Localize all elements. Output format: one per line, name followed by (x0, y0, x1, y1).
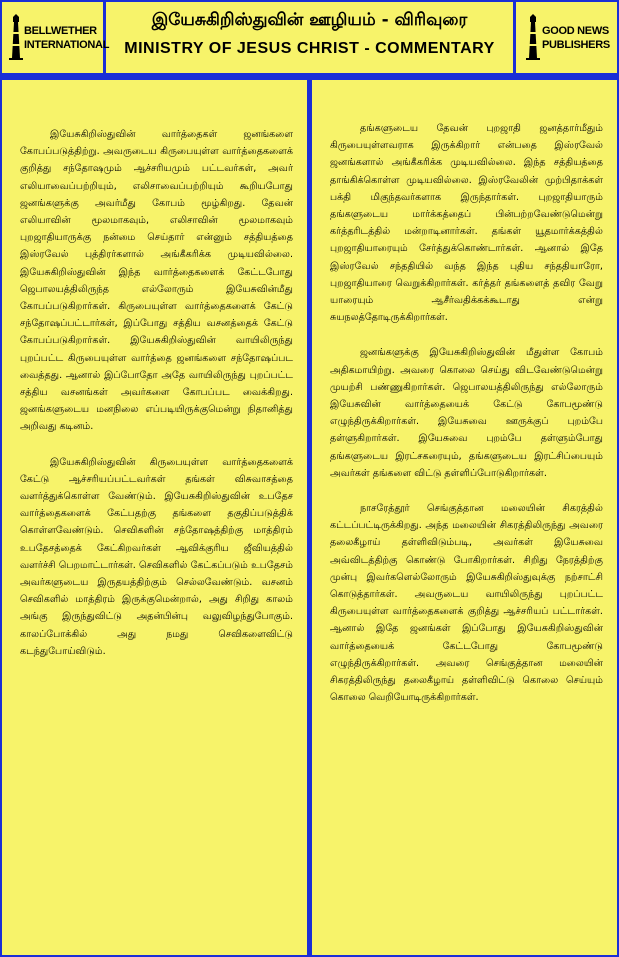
lighthouse-icon (9, 14, 23, 60)
paragraph: ஜனங்களுக்கு இயேசுகிறிஸ்துவின் மீதுள்ள கோபம் அதிகமாயிற்று. அவரை கொலை செய்து விடவேண்டுமென்று முயற்சி பண்ணுகிறார்கள். ஜெபாலயத்திலிருந்து எல்லோரும் இயேசுவின் வார்த்தையைக் கேட்டு கோபமூண்டு எழுந்திருக்கிறார்கள். இயேசுவை ஊருக்குப் புறம்பே தள்ளுகிறார்கள். இயேசுவை புறம்பே தள்ளும்போது தங்களுடைய இரட்சகரையும், தங்களுடைய இரட்சிப்பையும் அவர்கள் தங்களை விட்டு தள்ளிப்போடுகிறார்கள். (330, 347, 603, 479)
paragraph: தங்களுடைய தேவன் புறஜாதி ஜனத்தார்மீதும் கிருபையுள்ளவராக இருக்கிறார் என்பதை இஸ்ரவேல் ஜனங்களால் அங்கீகரிக்க முடியவில்லை. இந்த சத்தியத்தை தாங்கிக்கொள்ள முடியவில்லை. இஸ்ரவேலின் முற்பிதாக்கள் பக்தி மிகுந்தவர்களாக இருந்தார்கள். புறஜாதியாரும் தங்களுடைய மார்க்கத்தைப் பின்பற்றவேண்டுமென்று கர்த்தரிடத்தில் மன்றாடினார்கள். தங்கள் யூதமார்க்கத்தில் புறஜாதியாரையும் சேர்த்துக்கொண்டார்கள். ஆனால் இதே இஸ்ரவேல் சந்ததியில் வந்த இந்த புதிய சந்ததியாரோ, புறஜாதியாரை வெறுக்கிறார்கள். கர்த்தர் தங்களைத் தவிர வேறு யாரையும் ஆசீர்வதிக்கக்கூடாது என்று சுயநலத்தோடிருக்கிறார்கள். (330, 123, 603, 324)
paragraph: இயேசுகிறிஸ்துவின் வார்த்தைகள் ஜனங்களை கோபப்படுத்திற்று. அவருடைய கிருபையுள்ள வார்த்தைகளைக் குறித்து சந்தோஷமும் ஆச்சரியமும் பட்டவர்கள், அவர் எலியாவைப்பற்றியும், எலிசாவைப்பற்றியும் கூறியபோது ஜனங்களுக்கு அவர்மீது கோபம் மூழ்கிறது. தேவன் எலியாவின் மூலமாகவும், எலிசாவின் மூலமாகவும் புறஜாதியாருக்கு நன்மை செய்தார் என்னும் சத்தியத்தை இஸ்ரவேல் புத்திரர்களால் அங்கீகரிக்க முடியவில்லை. இயேசுகிறிஸ்துவின் இந்த வார்த்தைகளைக் கேட்டபோது ஜெபாலயத்திலிருந்த எல்லோரும் இயேசுவின்மீது கோபப்படுகிறார்கள். கிருபையுள்ள வார்த்தைகளைக் கேட்டு சந்தோஷப்பட்டார்கள், இப்போது சத்திய வசனத்தைக் கேட்டு கோபப்படுகிறார்கள். இயேசுகிறிஸ்துவின் வாயிலிருந்து புறப்பட்ட கிருபையுள்ள வார்த்தை ஜனங்களை சந்தோஷப்பட வைத்தது. ஆனால் இப்போதோ அதே வாயிலிருந்து புறப்பட்ட சத்திய வசனங்கள் அவர்களை கோபப்பட வைக்கிறது. ஜனங்களுடைய மனநிலை எப்படியிருக்குமென்று நிதானித்து அறிவது கடினம். (20, 129, 293, 433)
paragraph: இயேசுகிறிஸ்துவின் கிருபையுள்ள வார்த்தைகளைக் கேட்டு ஆச்சரியப்பட்டவர்கள் தங்கள் விசுவாசத்தை வளர்த்துக்கொள்ள வேண்டும். இயேசுகிறிஸ்துவின் உபதேச வார்த்தைகளைக் கேட்பதற்கு தங்களை தகுதிப்படுத்திக் கொள்ளவேண்டும். செவிகளின் சந்தோஷத்திற்கு மாத்திரம் உபதேசத்தைக் கேட்கிறவர்கள் ஆவிக்குரிய ஜீவியத்தில் வளர்ச்சி பெறமாட்டார்கள். செவிகளில் கேட்கப்படும் உபதேசம் அவர்களுடைய இருதயத்திற்கும் செல்லவேண்டும். வசனம் செவிகளில் மாத்திரம் இருக்குமென்றால், அது சிறிது காலம் அங்கு இருந்துவிட்டு அதன்பின்பு வலுவிழந்துபோகும். காலப்போக்கில் அது நமது செவிகளைவிட்டு கடந்துபோய்விடும். (20, 456, 293, 657)
lighthouse-icon (526, 14, 540, 60)
good-news-logo-text: GOOD NEWS PUBLISHERS (542, 25, 610, 51)
right-column (312, 80, 617, 955)
bellwether-logo-text: BELLWETHER INTERNATIONAL (24, 25, 110, 51)
title-tamil: இயேசுகிறிஸ்துவின் ஊழியம் - விரிவுரை (151, 10, 468, 30)
paragraph: நாசரேத்தூர் செங்குத்தான மலையின் சிகரத்தில் கட்டப்பட்டிருக்கிறது. அந்த மலையின் சிகரத்திலிருந்து அவரை தலைகீழாய் தள்ளிவிடும்படி, அவர்கள் இயேசுவை அவ்விடத்திற்கு கொண்டு போகிறார்கள். சிறிது நேரத்திற்கு முன்பு இவர்களெல்லோரும் இயேசுகிறிஸ்துவுக்கு நற்சாட்சி கொடுத்தார்கள். அவருடைய வாயிலிருந்து புறப்பட்ட கிருபையுள்ள வார்த்தைகளைக் குறித்து ஆச்சரியப் பட்டார்கள். ஆனால் இதே ஜனங்கள் இப்போது இயேசுகிறிஸ்துவின் வார்த்தையைக் கேட்டபோது கோபமூண்டு எழுந்திருக்கிறார்கள். அவரை செங்குத்தான மலையின் சிகரத்திலிருந்து தலைகீழாய் தள்ளிவிட்டு கொலை செய்யும் கொலை வெறியோடிருக்கிறார்கள். (330, 503, 603, 704)
left-column (2, 80, 307, 955)
page-frame (2, 2, 617, 955)
title-english: MINISTRY OF JESUS CHRIST - COMMENTARY (124, 40, 495, 57)
header (2, 2, 617, 76)
good-news-logo (513, 2, 617, 74)
bellwether-logo (2, 2, 110, 74)
title-block (106, 2, 513, 74)
